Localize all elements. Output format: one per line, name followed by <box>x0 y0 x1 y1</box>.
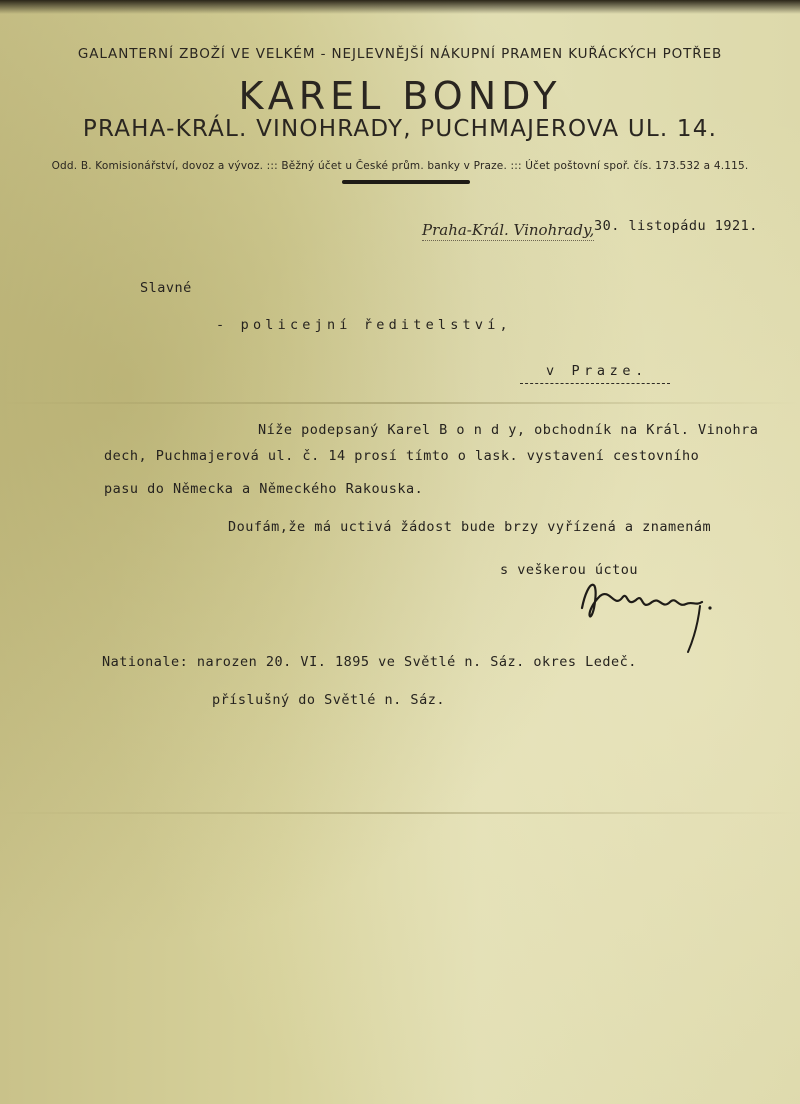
addressee-office: - policejní ředitelství, <box>216 317 512 333</box>
body-line-2: dech, Puchmajerová ul. č. 14 prosí tímto o lask. vystavení cestovního <box>104 448 700 464</box>
scan-edge <box>0 0 800 14</box>
fold-line <box>0 812 800 814</box>
fold-line <box>0 402 800 404</box>
letterhead-rule <box>342 180 470 184</box>
body-line-4: Doufám,že má uctivá žádost bude brzy vyřízená a znamenám <box>228 519 712 535</box>
dateline-place: Praha-Král. Vinohrady, <box>422 221 595 239</box>
nationale-line-2: příslušný do Světlé n. Sáz. <box>212 692 445 708</box>
closing: s veškerou úctou <box>500 562 639 578</box>
salutation: Slavné <box>140 280 192 296</box>
addressee-city: v Praze. <box>546 363 648 379</box>
letterhead-address: PRAHA-KRÁL. VINOHRADY, PUCHMAJEROVA UL. 14. <box>82 116 718 142</box>
letterhead-details: Odd. B. Komisionářství, dovoz a vývoz. ::: Běžný účet u České prům. banky v Praze. ::: Účet poštovní spoř. čís. 173.532 a 4.115. <box>51 160 749 172</box>
dateline-date: 30. listopádu 1921. <box>594 218 758 234</box>
letterhead-company: KAREL BONDY <box>238 74 562 118</box>
nationale-line-1: Nationale: narozen 20. VI. 1895 ve Světlé n. Sáz. okres Ledeč. <box>102 654 637 670</box>
body-line-1: Níže podepsaný Karel B o n d y, obchodník na Král. Vinohra <box>258 422 759 438</box>
letterhead-tagline: GALANTERNÍ ZBOŽÍ VE VELKÉM - NEJLEVNĚJŠÍ NÁKUPNÍ PRAMEN KUŘÁCKÝCH POTŘEB <box>77 46 723 62</box>
handwritten-signature <box>570 568 720 658</box>
city-underline <box>520 383 670 384</box>
body-line-3: pasu do Německa a Německého Rakouska. <box>104 481 424 497</box>
